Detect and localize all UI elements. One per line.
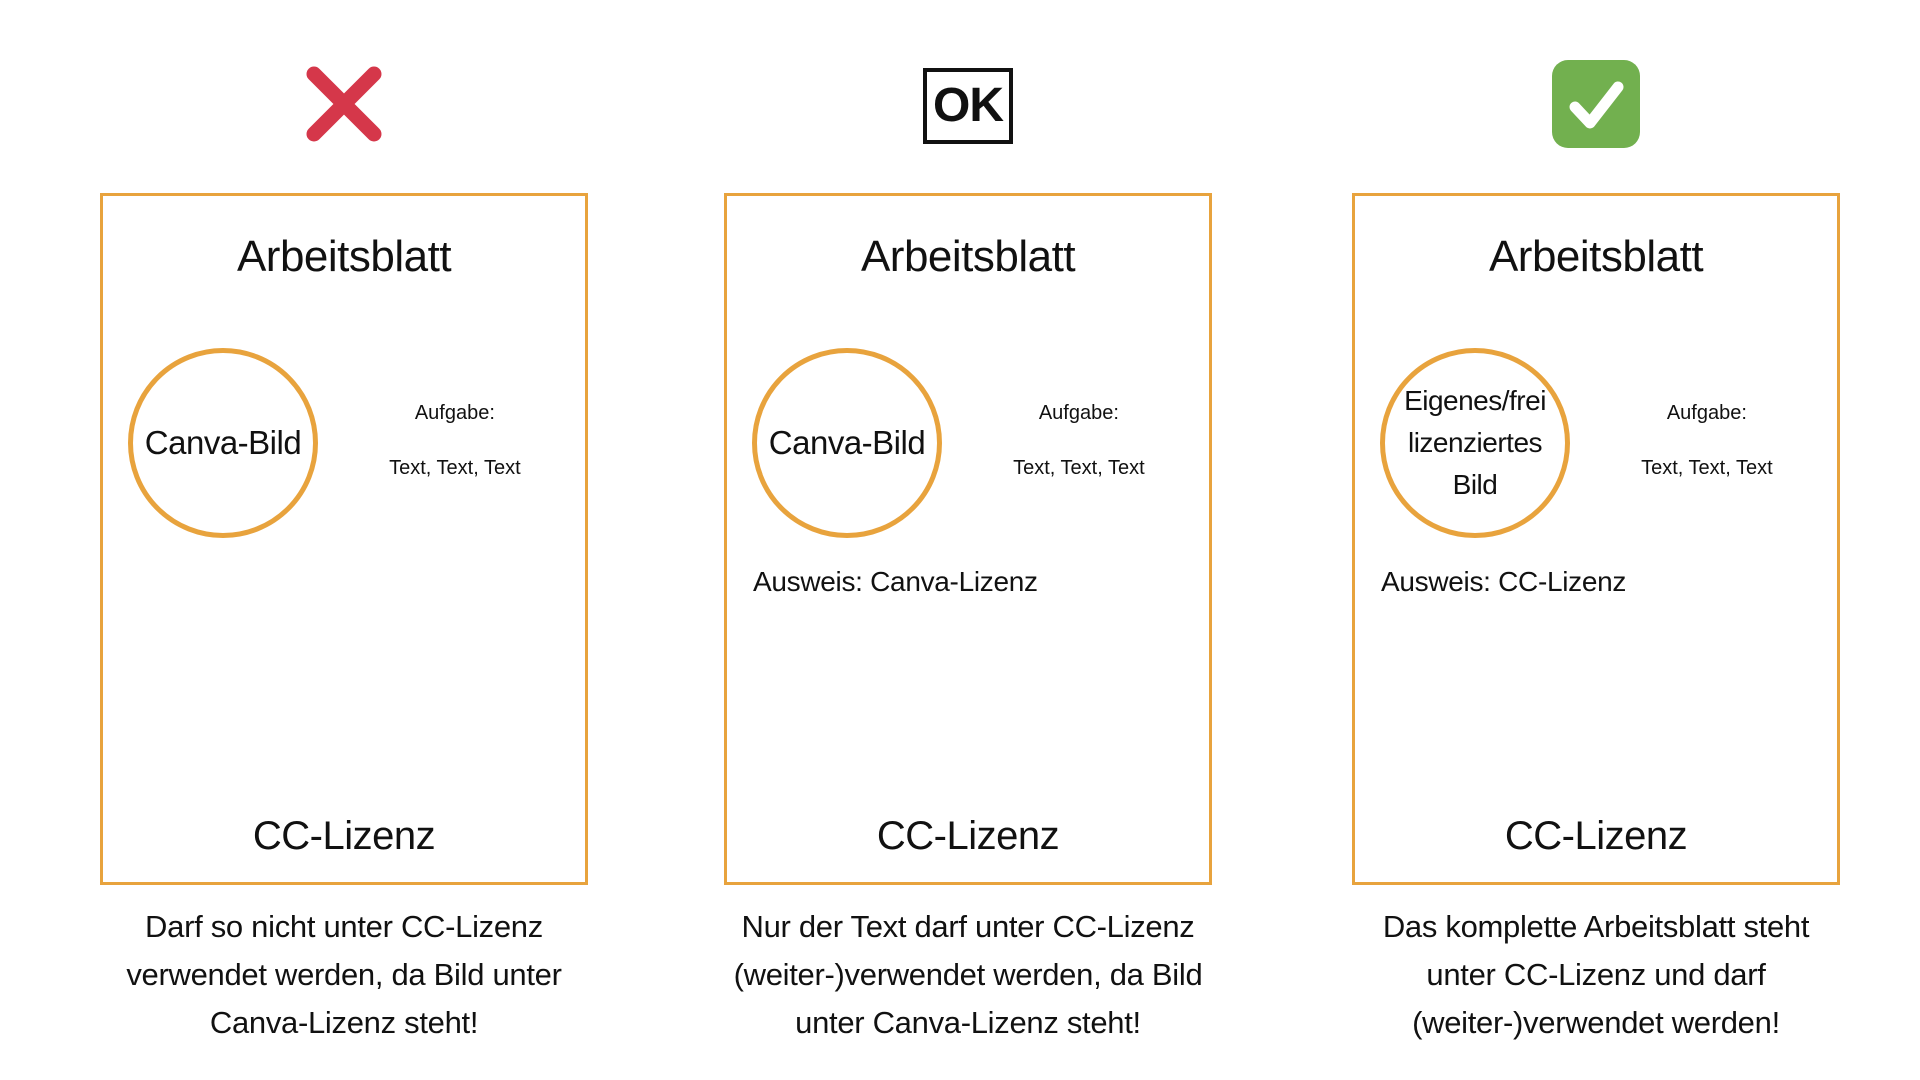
image-placeholder-circle — [128, 348, 318, 538]
task-label: Aufgabe: — [1038, 402, 1119, 424]
task-block — [344, 402, 566, 480]
task-text: Text, Text, Text — [1013, 457, 1145, 479]
caption-line: unter CC-Lizenz und darf — [1426, 957, 1766, 992]
panel-caption — [668, 903, 1268, 1047]
image-placeholder-circle — [1380, 348, 1570, 538]
worksheet-title: Arbeitsblatt — [860, 232, 1076, 281]
worksheet-card — [100, 193, 588, 885]
verdict-area — [668, 60, 1268, 152]
task-block — [1596, 402, 1818, 480]
image-placeholder-label: Canva-Bild — [144, 423, 302, 461]
caption-line: Darf so nicht unter CC-Lizenz — [145, 909, 543, 944]
panel-not-allowed — [44, 0, 644, 1080]
card-license-footer: CC-Lizenz — [1504, 814, 1688, 858]
task-text: Text, Text, Text — [389, 457, 521, 479]
caption-line: (weiter-)verwendet werden! — [1412, 1005, 1780, 1040]
worksheet-title: Arbeitsblatt — [1488, 232, 1704, 281]
caption-line: Nur der Text darf unter CC-Lizenz — [741, 909, 1195, 944]
worksheet-card — [1352, 193, 1840, 885]
caption-line: unter Canva-Lizenz steht! — [795, 1005, 1141, 1040]
verdict-area — [1296, 60, 1896, 152]
image-placeholder-label: Canva-Bild — [768, 423, 926, 461]
task-label: Aufgabe: — [414, 402, 495, 424]
license-note: Ausweis: Canva-Lizenz — [753, 566, 1038, 597]
cross-mark-icon — [299, 59, 389, 154]
card-license-footer: CC-Lizenz — [252, 814, 436, 858]
image-placeholder-label: Eigenes/frei lizenziertes Bild — [1404, 385, 1546, 500]
task-block — [968, 402, 1190, 480]
worksheet-card — [724, 193, 1212, 885]
panel-caption — [1296, 903, 1896, 1047]
panel-caption — [44, 903, 644, 1047]
panel-allowed — [1296, 0, 1896, 1080]
ok-box-icon: OK — [923, 68, 1013, 144]
task-text: Text, Text, Text — [1641, 457, 1773, 479]
caption-line: Canva-Lizenz steht! — [209, 1005, 479, 1040]
panel-partially-ok — [668, 0, 1268, 1080]
card-license-footer: CC-Lizenz — [876, 814, 1060, 858]
license-note: Ausweis: CC-Lizenz — [1381, 566, 1627, 597]
verdict-area — [44, 60, 644, 152]
task-label: Aufgabe: — [1666, 402, 1747, 424]
worksheet-title: Arbeitsblatt — [236, 232, 452, 281]
caption-line: (weiter-)verwendet werden, da Bild — [733, 957, 1203, 992]
check-mark-icon — [1551, 59, 1641, 154]
caption-line: verwendet werden, da Bild unter — [126, 957, 562, 992]
image-placeholder-circle — [752, 348, 942, 538]
caption-line: Das komplette Arbeitsblatt steht — [1382, 909, 1810, 944]
